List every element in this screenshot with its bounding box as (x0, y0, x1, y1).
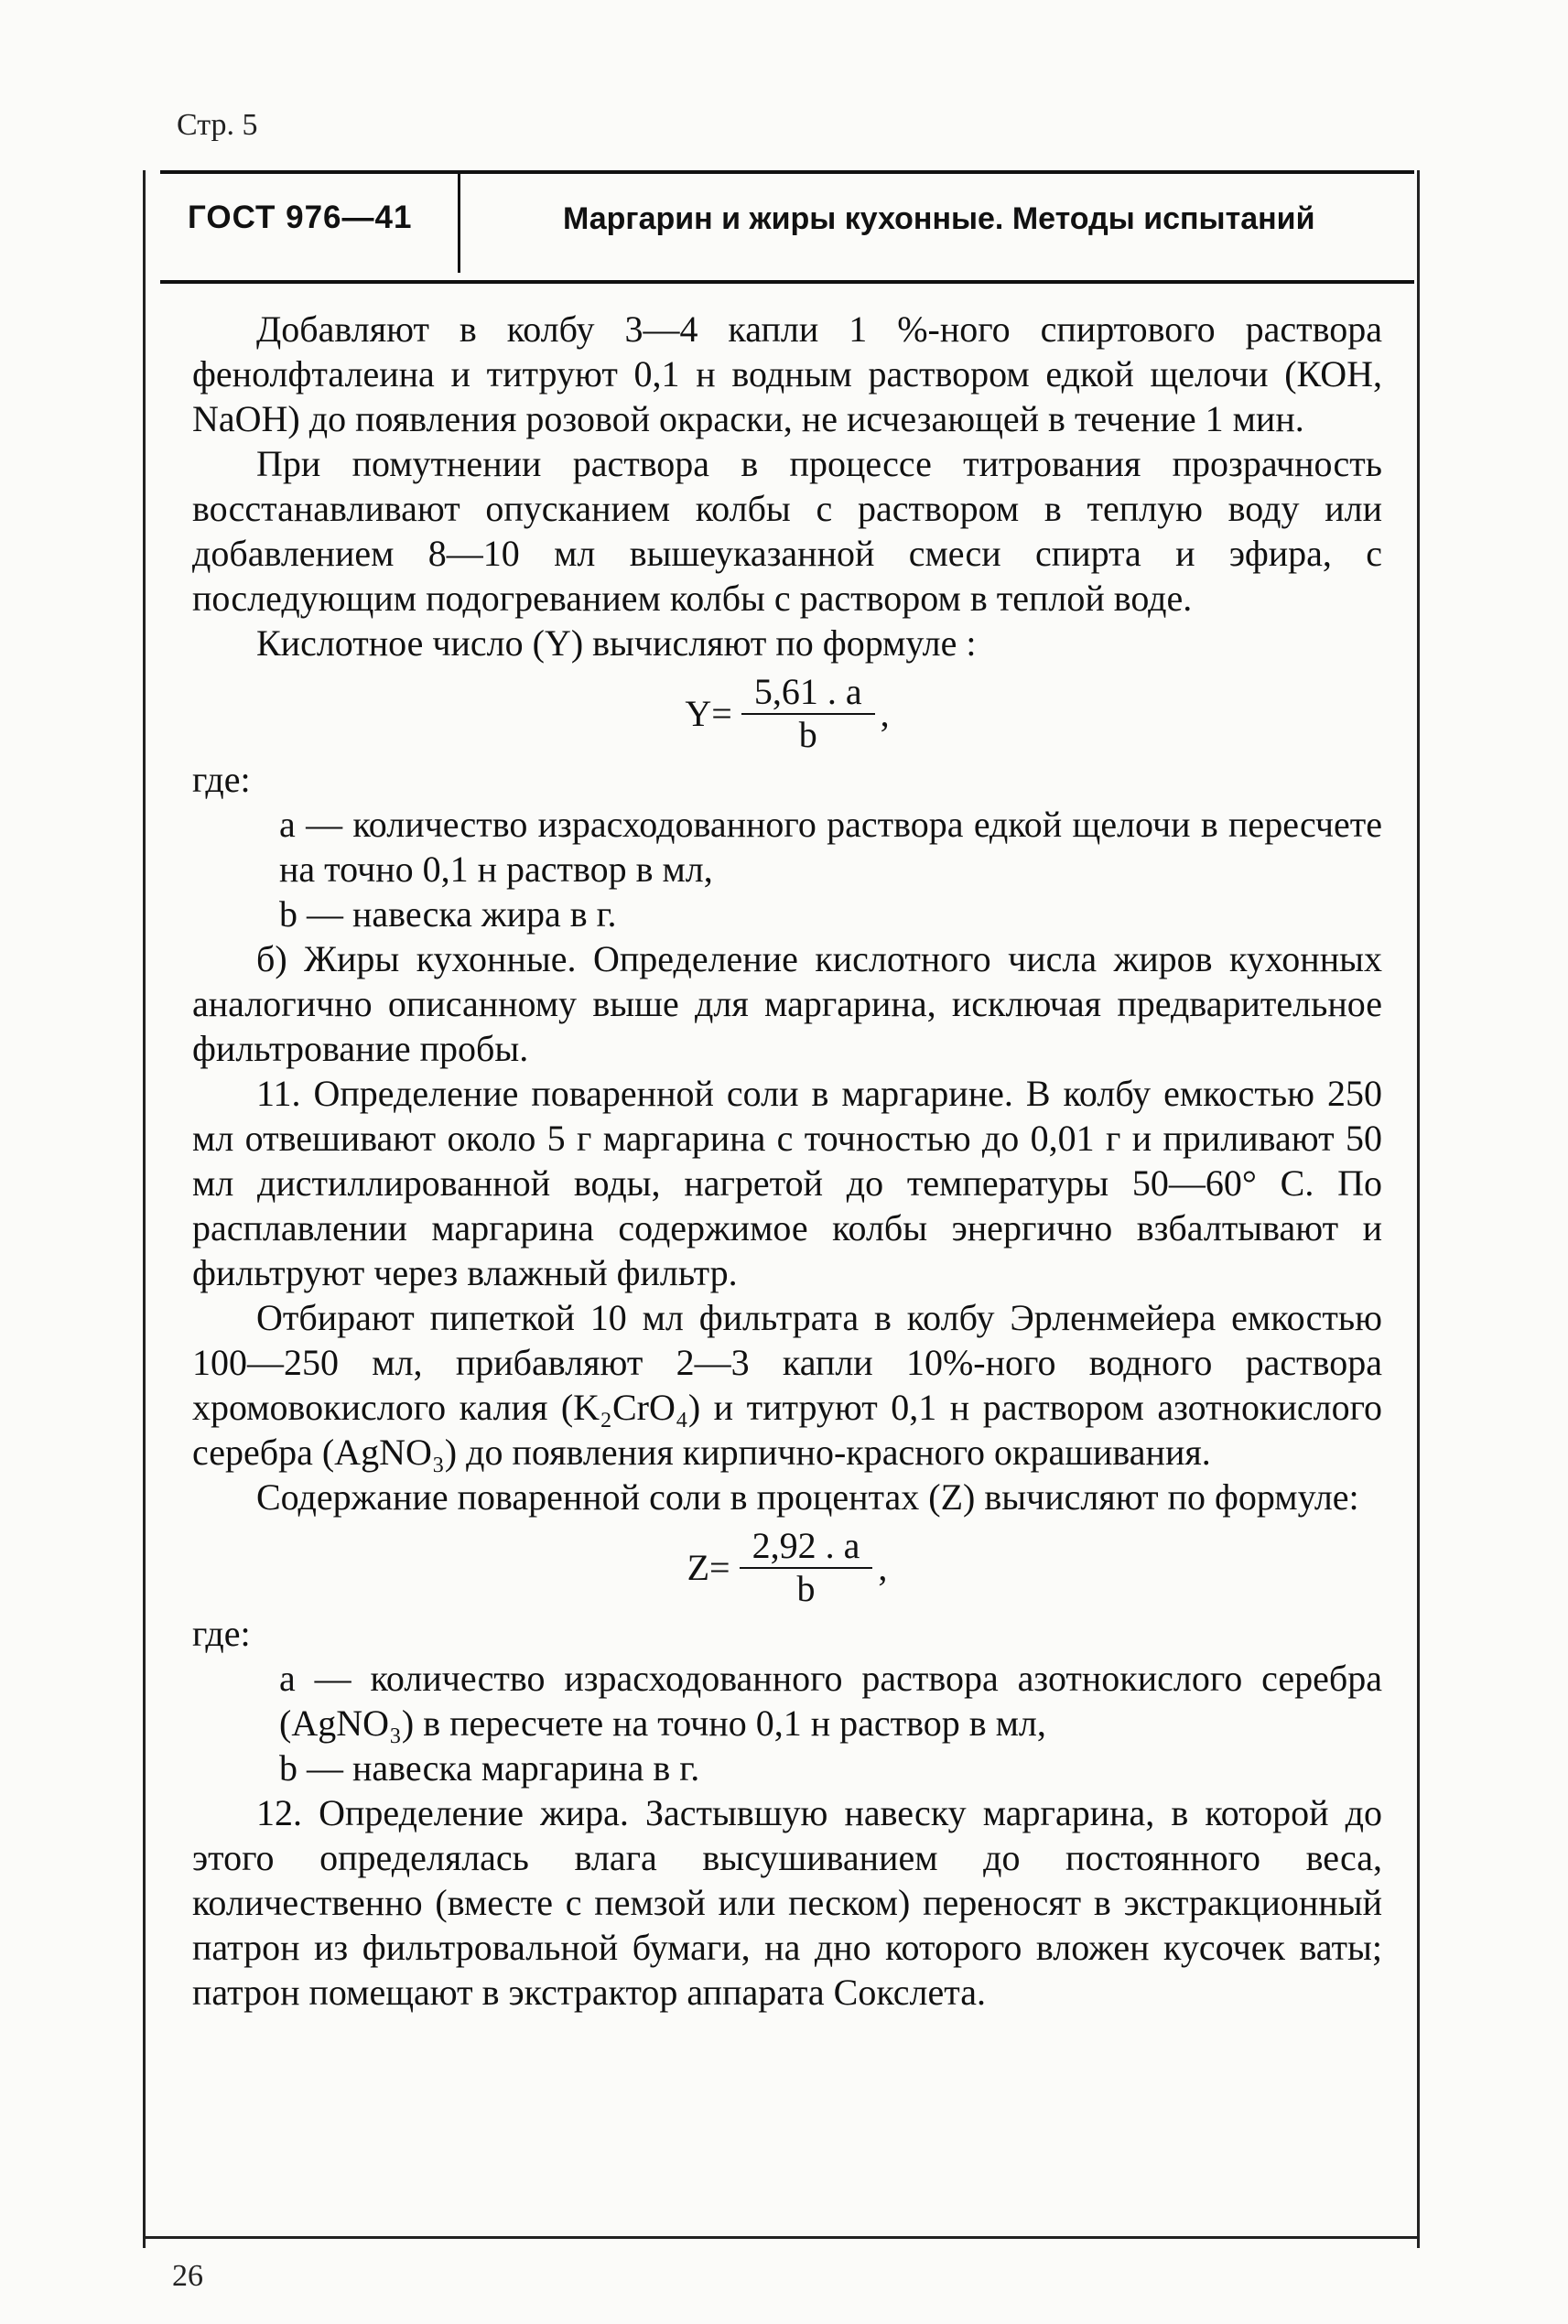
paragraph: б) Жиры кухонные. Определение кислотного числа жиров кухонных аналогично описанному выше для маргарина, исключая предварительное фильтрование пробы. (192, 938, 1382, 1069)
frame-left-border (143, 170, 146, 2248)
document-title: Маргарин и жиры кухонные. Методы испытаний (563, 201, 1315, 236)
standard-number: ГОСТ 976—41 (188, 200, 413, 235)
acid-number-formula (192, 671, 1382, 755)
formula-denominator: b (798, 714, 817, 755)
formula-numerator: 2,92 . a (740, 1525, 873, 1569)
definition-a: a — количество израсходованного раствора едкой щелочи в пересчете на точно 0,1 н раствор в мл, (279, 804, 1382, 890)
formula-comma: , (880, 692, 890, 734)
header-divider (458, 174, 460, 273)
footer-page-number: 26 (172, 2259, 203, 2293)
header-box (160, 170, 1414, 284)
definition-a: a — количество израсходованного раствора азотнокислого серебра (AgNO₃) в пересчете на точно 0,1 н раствор в мл, (279, 1658, 1382, 1744)
frame-right-border (1417, 170, 1420, 2248)
section-12: 12. Определение жира. Застывшую навеску маргарина, в которой до этого определялась влага высушиванием до постоянного веса, количественно (вместе с пемзой или песком) переносят в экстракционный патрон из фильтровальной бумаги, на дно которого вложен кусочек ваты; патрон помещают в экстрактор аппарата Сокслета. (192, 1792, 1382, 2013)
formula-comma: , (878, 1546, 888, 1588)
salt-content-formula (192, 1525, 1382, 1609)
where-label: где: (192, 1613, 251, 1654)
section-11: 11. Определение поваренной соли в маргарине. В колбу емкостью 250 мл отвешивают около 5 г маргарина с точностью до 0,01 г и приливают 50 мл дистиллированной воды, нагретой до температуры 50—60° С. По расплавлении маргарина содержимое колбы энергично взбалтывают и фильтруют через влажный фильтр. (192, 1073, 1382, 1293)
paragraph: Кислотное число (Y) вычисляют по формуле : (256, 622, 977, 664)
formula-fraction (740, 1525, 873, 1609)
paragraph: Отбирают пипеткой 10 мл фильтрата в колбу Эрленмейера емкостью 100—250 мл, прибавляют 2—3 капли 10%-ного водного раствора хромовокислого калия (K₂CrO₄) и титруют 0,1 н раствором азотнокислого серебра (AgNO₃) до появления кирпично-красного окрашивания. (192, 1297, 1382, 1473)
paragraph: При помутнении раствора в процессе титрования прозрачность восстанавливают опусканием колбы с раствором в теплую воду или добавлением 8—10 мл вышеуказанной смеси спирта и эфира, с последующим подогреванием колбы с раствором в теплой воде. (192, 443, 1382, 619)
definition-b: b — навеска маргарина в г. (279, 1747, 700, 1789)
paragraph: Содержание поваренной соли в процентах (Z) вычисляют по формуле: (256, 1476, 1359, 1518)
where-label: где: (192, 759, 251, 800)
formula-fraction (741, 671, 875, 755)
paragraph: Добавляют в колбу 3—4 капли 1 %-ного спиртового раствора фенолфталеина и титруют 0,1 н водным раствором едкой щелочи (КОН, NaOH) до появления розовой окраски, не исчезающей в течение 1 мин. (192, 308, 1382, 439)
body-text (192, 307, 1382, 2015)
formula-lhs: Z= (687, 1546, 730, 1588)
frame-bottom-border (143, 2236, 1417, 2239)
formula-numerator: 5,61 . a (741, 671, 875, 715)
definition-b: b — навеска жира в г. (279, 893, 617, 935)
page-label: Стр. 5 (177, 108, 258, 142)
formula-denominator: b (796, 1568, 816, 1609)
formula-lhs: Y= (685, 692, 732, 734)
